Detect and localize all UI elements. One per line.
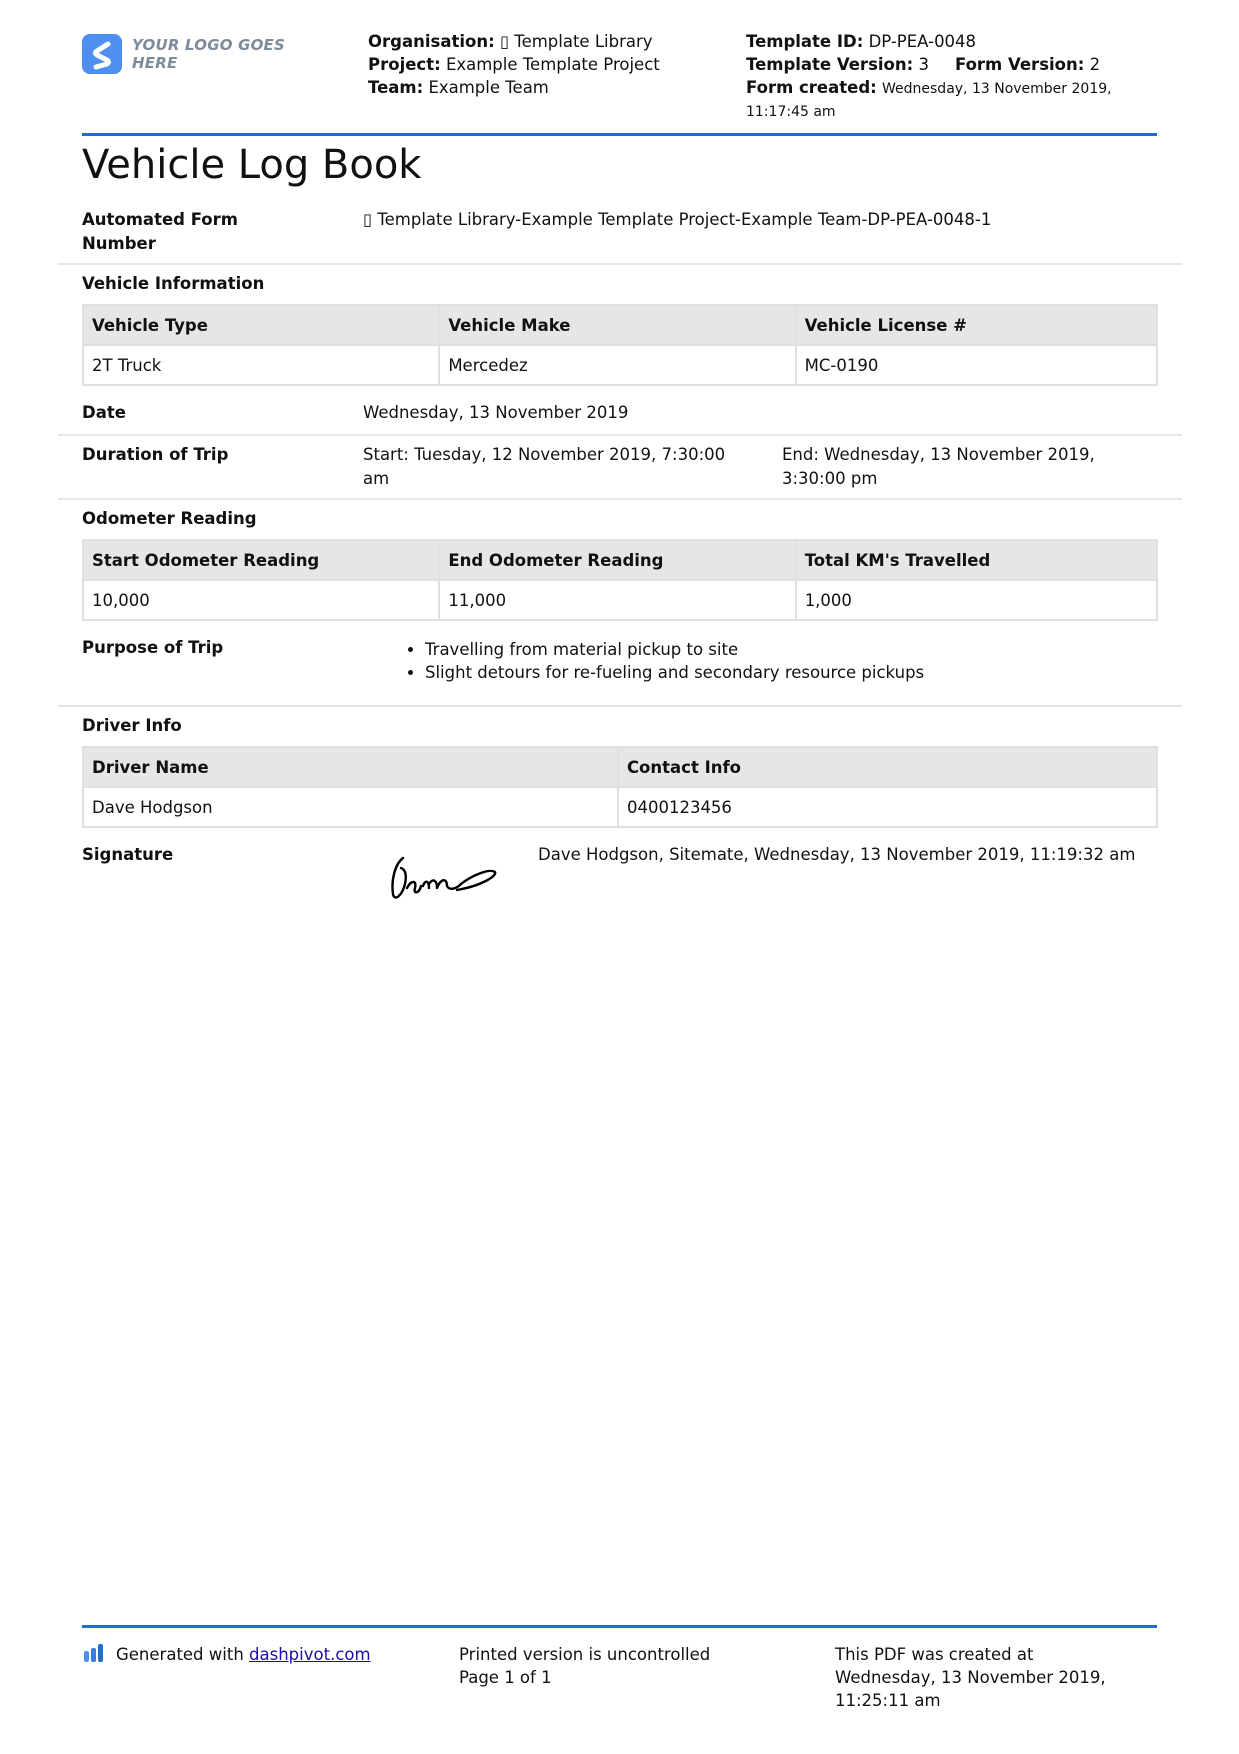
- signature-value: Dave Hodgson, Sitemate, Wednesday, 13 November 2019, 11:19:32 am: [538, 845, 1136, 864]
- table-header-row: [83, 540, 1157, 580]
- table-cell: 1,000: [796, 580, 1157, 620]
- list-item: • Slight detours for re-fueling and secondary resource pickups: [425, 661, 924, 684]
- pdf-created-line1: This PDF was created at: [835, 1645, 1034, 1664]
- pdf-created-line2: Wednesday, 13 November 2019,: [835, 1668, 1106, 1687]
- organisation-label: Organisation:: [368, 32, 495, 51]
- automated-form-value: Template Library-Example Template Project-Example Team-DP-PEA-0048-1: [377, 210, 992, 229]
- table-row: [83, 787, 1157, 827]
- table-header-row: [83, 305, 1157, 345]
- duration-start-line1: Start: Tuesday, 12 November 2019, 7:30:00: [363, 445, 726, 464]
- glyph-icon: ▯: [363, 210, 373, 229]
- automated-form-label-line2: Number: [82, 234, 156, 253]
- generated-prefix: Generated with: [116, 1645, 244, 1664]
- duration-end-line1: End: Wednesday, 13 November 2019,: [782, 445, 1095, 464]
- table-header-cell: Start Odometer Reading: [83, 540, 439, 580]
- odometer-heading: Odometer Reading: [82, 509, 257, 528]
- duration-start-line2: am: [363, 469, 390, 488]
- list-item: • Travelling from material pickup to site: [425, 638, 924, 661]
- page-title: Vehicle Log Book: [82, 142, 422, 188]
- team-label: Team:: [368, 78, 424, 97]
- template-version-label: Template Version:: [746, 55, 914, 74]
- team-value: Example Team: [428, 78, 549, 97]
- logo-icon: [82, 34, 122, 74]
- table-header-cell: Total KM's Travelled: [796, 540, 1157, 580]
- header-meta-left: [368, 30, 660, 99]
- vehicle-information-table: [82, 304, 1158, 386]
- table-header-cell: Contact Info: [618, 747, 1157, 787]
- dashpivot-bars-icon: [84, 1644, 108, 1662]
- table-header-cell: Vehicle Type: [83, 305, 439, 345]
- footer-created: [835, 1643, 1106, 1712]
- table-row: [83, 345, 1157, 385]
- page-number: Page 1 of 1: [459, 1668, 552, 1687]
- table-row: [83, 580, 1157, 620]
- uncontrolled-notice: Printed version is uncontrolled: [459, 1645, 711, 1664]
- table-cell: 10,000: [83, 580, 439, 620]
- project-label: Project:: [368, 55, 441, 74]
- table-cell: Mercedez: [439, 345, 795, 385]
- purpose-label: Purpose of Trip: [82, 638, 224, 657]
- logo-text: YOUR LOGO GOES HERE: [132, 36, 286, 72]
- vehicle-information-heading: Vehicle Information: [82, 274, 265, 293]
- dashpivot-link[interactable]: dashpivot.com: [249, 1645, 371, 1664]
- form-created-label: Form created:: [746, 78, 877, 97]
- form-created-time: 11:17:45 am: [746, 104, 836, 120]
- section-divider: [58, 498, 1182, 500]
- header-divider: [82, 133, 1157, 136]
- purpose-list: [404, 638, 924, 684]
- duration-end-line2: 3:30:00 pm: [782, 469, 878, 488]
- automated-form-label: [82, 208, 238, 256]
- automated-form-label-line1: Automated Form: [82, 210, 238, 229]
- date-value: Wednesday, 13 November 2019: [363, 403, 629, 422]
- form-version-value: 2: [1089, 55, 1101, 74]
- pdf-created-line3: 11:25:11 am: [835, 1691, 941, 1710]
- automated-form-value-row: [363, 208, 991, 232]
- template-id-value: DP-PEA-0048: [868, 32, 977, 51]
- form-created-value: Wednesday, 13 November 2019,: [882, 81, 1112, 97]
- duration-start: [363, 443, 725, 491]
- table-header-cell: Vehicle Make: [439, 305, 795, 345]
- driver-info-table: [82, 746, 1158, 828]
- table-header-cell: Vehicle License #: [796, 305, 1157, 345]
- header-meta-right: [746, 30, 1166, 124]
- footer-print-info: [459, 1643, 710, 1689]
- duration-end: [782, 443, 1095, 491]
- template-version-value: 3: [918, 55, 929, 74]
- duration-label: Duration of Trip: [82, 445, 229, 464]
- footer-divider: [82, 1625, 1157, 1628]
- table-cell: 11,000: [439, 580, 795, 620]
- odometer-table: [82, 539, 1158, 621]
- organisation-value: Template Library: [514, 32, 653, 51]
- glyph-icon: ▯: [499, 32, 510, 51]
- section-divider: [58, 705, 1182, 707]
- table-header-cell: Driver Name: [83, 747, 618, 787]
- signature-label: Signature: [82, 845, 174, 864]
- driver-info-heading: Driver Info: [82, 716, 182, 735]
- section-divider: [58, 434, 1182, 436]
- table-header-cell: End Odometer Reading: [439, 540, 795, 580]
- form-version-label: Form Version:: [954, 55, 1085, 74]
- section-divider: [58, 263, 1182, 265]
- table-cell: MC-0190: [796, 345, 1157, 385]
- date-label: Date: [82, 403, 126, 422]
- table-header-row: [83, 747, 1157, 787]
- footer-generated: [84, 1643, 371, 1666]
- company-logo: [82, 32, 322, 76]
- table-cell: Dave Hodgson: [83, 787, 618, 827]
- template-id-label: Template ID:: [746, 32, 864, 51]
- project-value: Example Template Project: [445, 55, 660, 74]
- signature-image: [385, 850, 505, 906]
- table-cell: 0400123456: [618, 787, 1157, 827]
- table-cell: 2T Truck: [83, 345, 439, 385]
